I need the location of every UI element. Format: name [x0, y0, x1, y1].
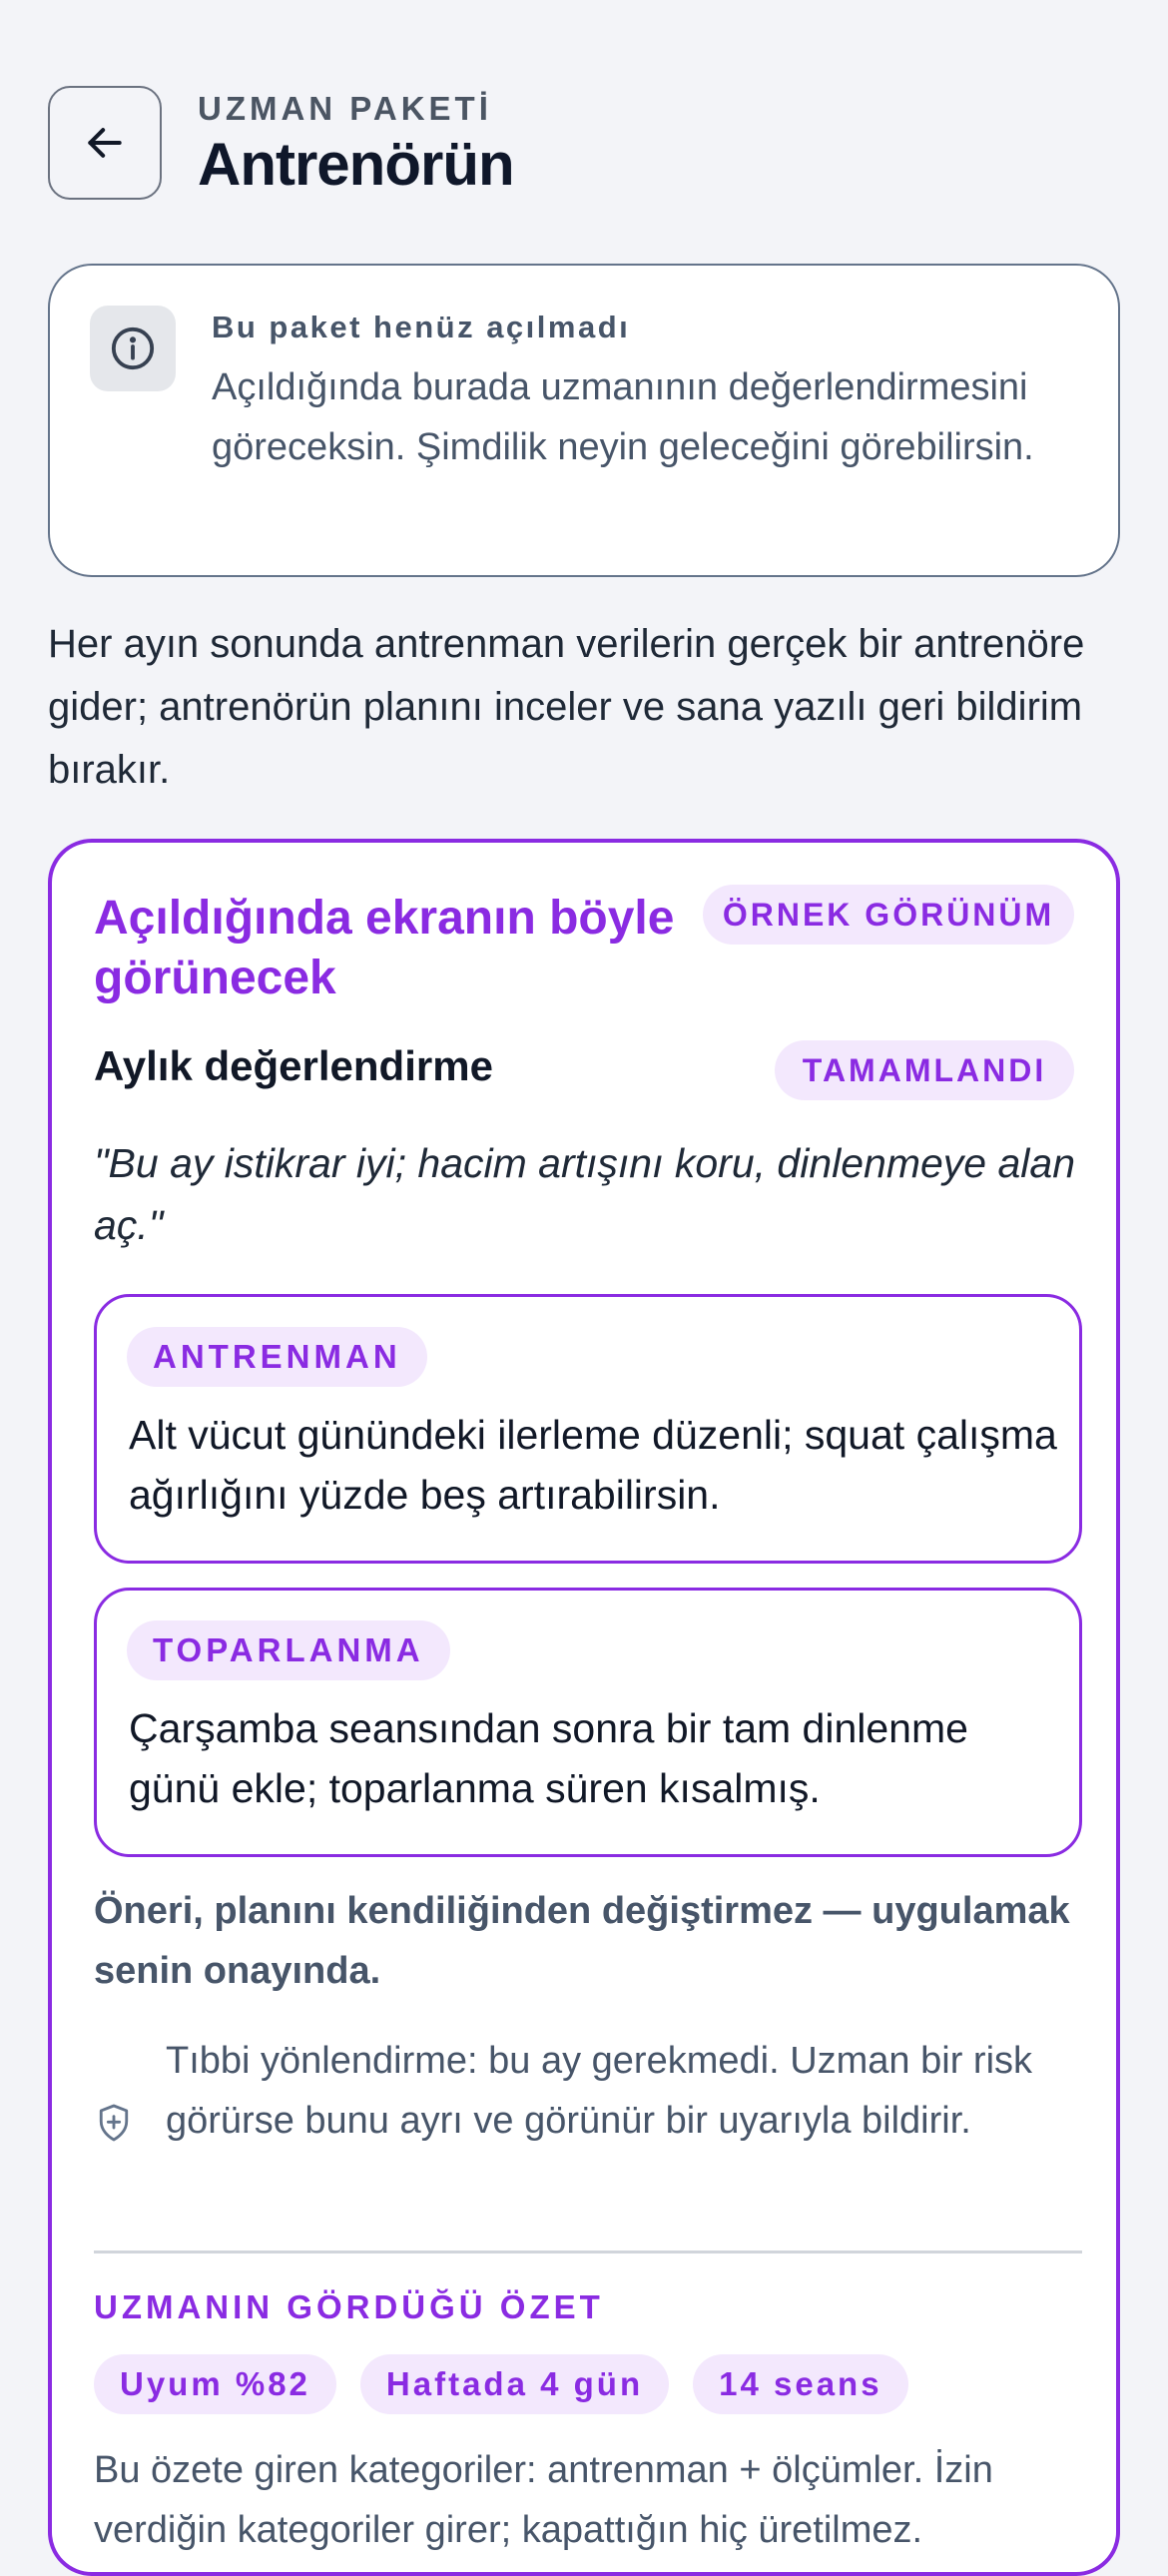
summary-label: UZMANIN GÖRDÜĞÜ ÖZET	[94, 2288, 604, 2325]
medical-referral	[94, 2031, 1082, 2221]
arrow-left-icon	[83, 121, 127, 165]
topic-text: Alt vücut günündeki ilerleme düzenli; squat çalışma ağırlığını yüzde beş artırabilirsin.	[129, 1412, 1057, 1518]
preview-card	[48, 839, 1120, 2576]
summary-chip-frequency: Haftada 4 gün	[360, 2354, 669, 2414]
notice-body: Açıldığında burada uzmanının değerlendirmesini göreceksin. Şimdilik neyin geleceğini görebilirsin.	[212, 366, 1034, 468]
topic-label: ANTRENMAN	[127, 1327, 427, 1387]
topic-card-training	[94, 1294, 1082, 1564]
approval-note: Öneri, planını kendiliğinden değiştirmez — uygulamak senin onayında.	[94, 1890, 1070, 1992]
sample-view-badge: ÖRNEK GÖRÜNÜM	[703, 885, 1074, 945]
preview-heading: Açıldığında ekranın böyle görünecek	[94, 892, 675, 1004]
divider	[94, 2251, 1082, 2254]
intro-text: Her ayın sonunda antrenman verilerin gerçek bir antrenöre gider; antrenörün planını inceler ve sana yazılı geri bildirim bırakır.	[48, 622, 1085, 792]
notice-icon-container	[90, 306, 176, 391]
summary-chip-sessions: 14 seans	[693, 2354, 907, 2414]
back-button[interactable]	[48, 86, 162, 200]
summary-chips	[94, 2354, 908, 2414]
topic-card-recovery	[94, 1588, 1082, 1857]
shield-plus-icon	[94, 2099, 134, 2147]
page-eyebrow: UZMAN PAKETİ	[198, 90, 492, 127]
review-quote: "Bu ay istikrar iyi; hacim artışını koru, dinlenmeye alan aç."	[94, 1140, 1075, 1248]
status-badge: TAMAMLANDI	[775, 1040, 1074, 1100]
header	[48, 86, 1120, 202]
summary-chip-adherence: Uyum %82	[94, 2354, 336, 2414]
locked-notice	[48, 264, 1120, 577]
review-title: Aylık değerlendirme	[94, 1042, 493, 1089]
info-icon	[110, 325, 156, 371]
page-title: Antrenörün	[198, 131, 514, 198]
topic-text: Çarşamba seansından sonra bir tam dinlenme günü ekle; toparlanma süren kısalmış.	[129, 1705, 968, 1811]
categories-text: Bu özete giren kategoriler: antrenman + ölçümler. İzin verdiğin kategoriler girer; kapattığın hiç üretilmez.	[94, 2449, 993, 2551]
medical-text: Tıbbi yönlendirme: bu ay gerekmedi. Uzman bir risk görürse bunu ayrı ve görünür bir uyarıyla bildirir.	[166, 2040, 1033, 2142]
topic-label: TOPARLANMA	[127, 1620, 450, 1680]
notice-title: Bu paket henüz açılmadı	[212, 310, 631, 344]
